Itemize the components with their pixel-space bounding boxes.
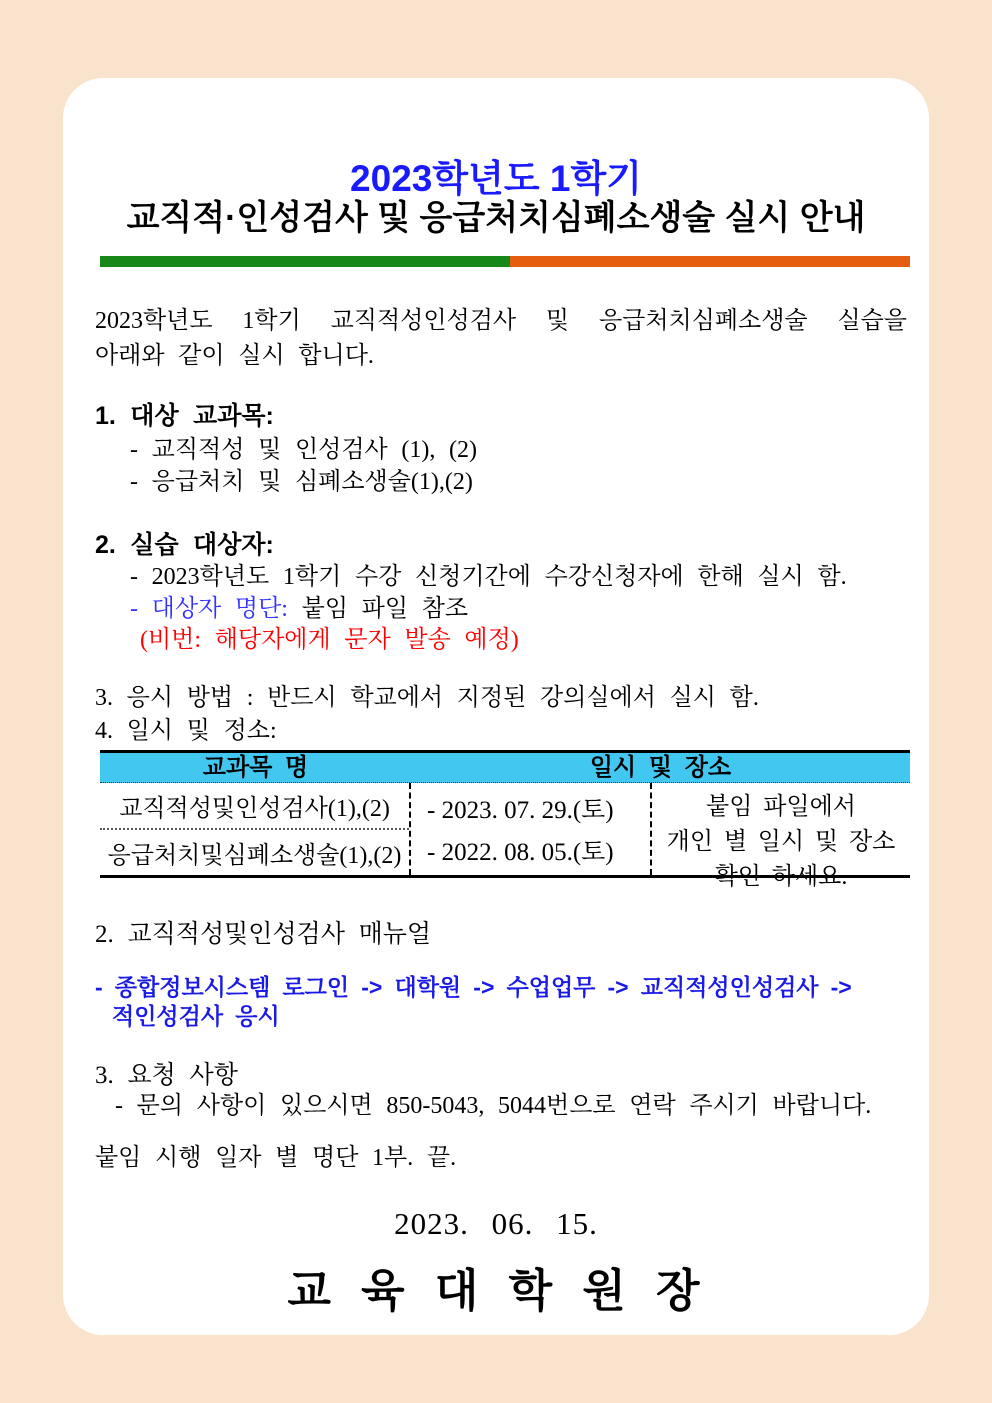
date-column [411,783,652,875]
schedule-table-body [100,783,910,890]
title-main: 교직적·인성검사 및 응급처치심폐소생술 실시 안내 [126,199,866,237]
section-3-line: 3. 응시 방법 : 반드시 학교에서 지정된 강의실에서 실시 함. [95,685,759,711]
manual-path-line-1: - 종합정보시스템 로그인 -> 대학원 -> 수업업무 -> 교직적성인성검사 -> [95,974,852,1000]
target-list-label: - 대상자 명단: [130,596,288,622]
manual-path-line-2: 적인성검사 응시 [112,1003,280,1029]
table-row-subject-2: 응급처치및심폐소생술(1),(2) [107,843,402,869]
table-row-subject-1: 교직적성및인성검사(1),(2) [100,783,409,830]
title-semester: 2023학년도 1학기 [350,158,642,199]
place-note-cell [652,783,910,890]
table-date-2: - 2022. 08. 05.(토) [427,839,614,866]
section-2-item-1: - 2023학년도 1학기 수강 신청기간에 수강신청자에 한해 실시 함. [130,564,847,590]
intro-line-2: 아래와 같이 실시 합니다. [95,343,374,369]
request-item: - 문의 사항이 있으시면 850-5043, 5044번으로 연락 주시기 바랍니다. [115,1093,872,1119]
notice-card [63,78,929,1335]
schedule-table-header [100,753,910,783]
section-2-heading: 2. 실습 대상자: [95,531,274,559]
section-1-item-2: - 응급처치 및 심폐소생술(1),(2) [130,469,473,495]
divider-green-segment [100,256,510,267]
document-date: 2023. 06. 15. [394,1206,598,1241]
request-heading: 3. 요청 사항 [95,1062,238,1089]
target-list-rest: 붙임 파일 참조 [287,596,469,622]
password-notice: (비번: 해당자에게 문자 발송 예정) [140,627,519,653]
section-1-item-1: - 교직적성 및 인성검사 (1), (2) [130,437,478,463]
place-note-line-1: 붙임 파일에서 [706,794,856,820]
divider-bar [100,256,910,267]
table-header-date-place: 일시 및 장소 [589,754,732,781]
schedule-table [100,750,910,890]
place-note-line-2: 개인 별 일시 및 장소 [666,829,896,855]
section-4-line: 4. 일시 및 정소: [95,718,277,744]
manual-heading: 2. 교직적성및인성검사 매뉴얼 [95,921,432,948]
signature-dean: 교 육 대 학 원 장 [287,1266,705,1316]
intro-line-1: 2023학년도 1학기 교직적성인성검사 및 응급처치심폐소생술 실습을 [95,308,907,334]
table-date-1: - 2023. 07. 29.(토) [427,797,614,824]
divider-orange-segment [510,256,910,267]
section-1-heading: 1. 대상 교과목: [95,402,274,430]
table-header-subject: 교과목 명 [202,754,309,781]
attachment-line: 붙임 시행 일자 별 명단 1부. 끝. [95,1145,457,1171]
place-note-line-3: 확인 하세요. [714,864,848,890]
subject-column [100,783,411,875]
section-2-item-2 [130,593,468,625]
